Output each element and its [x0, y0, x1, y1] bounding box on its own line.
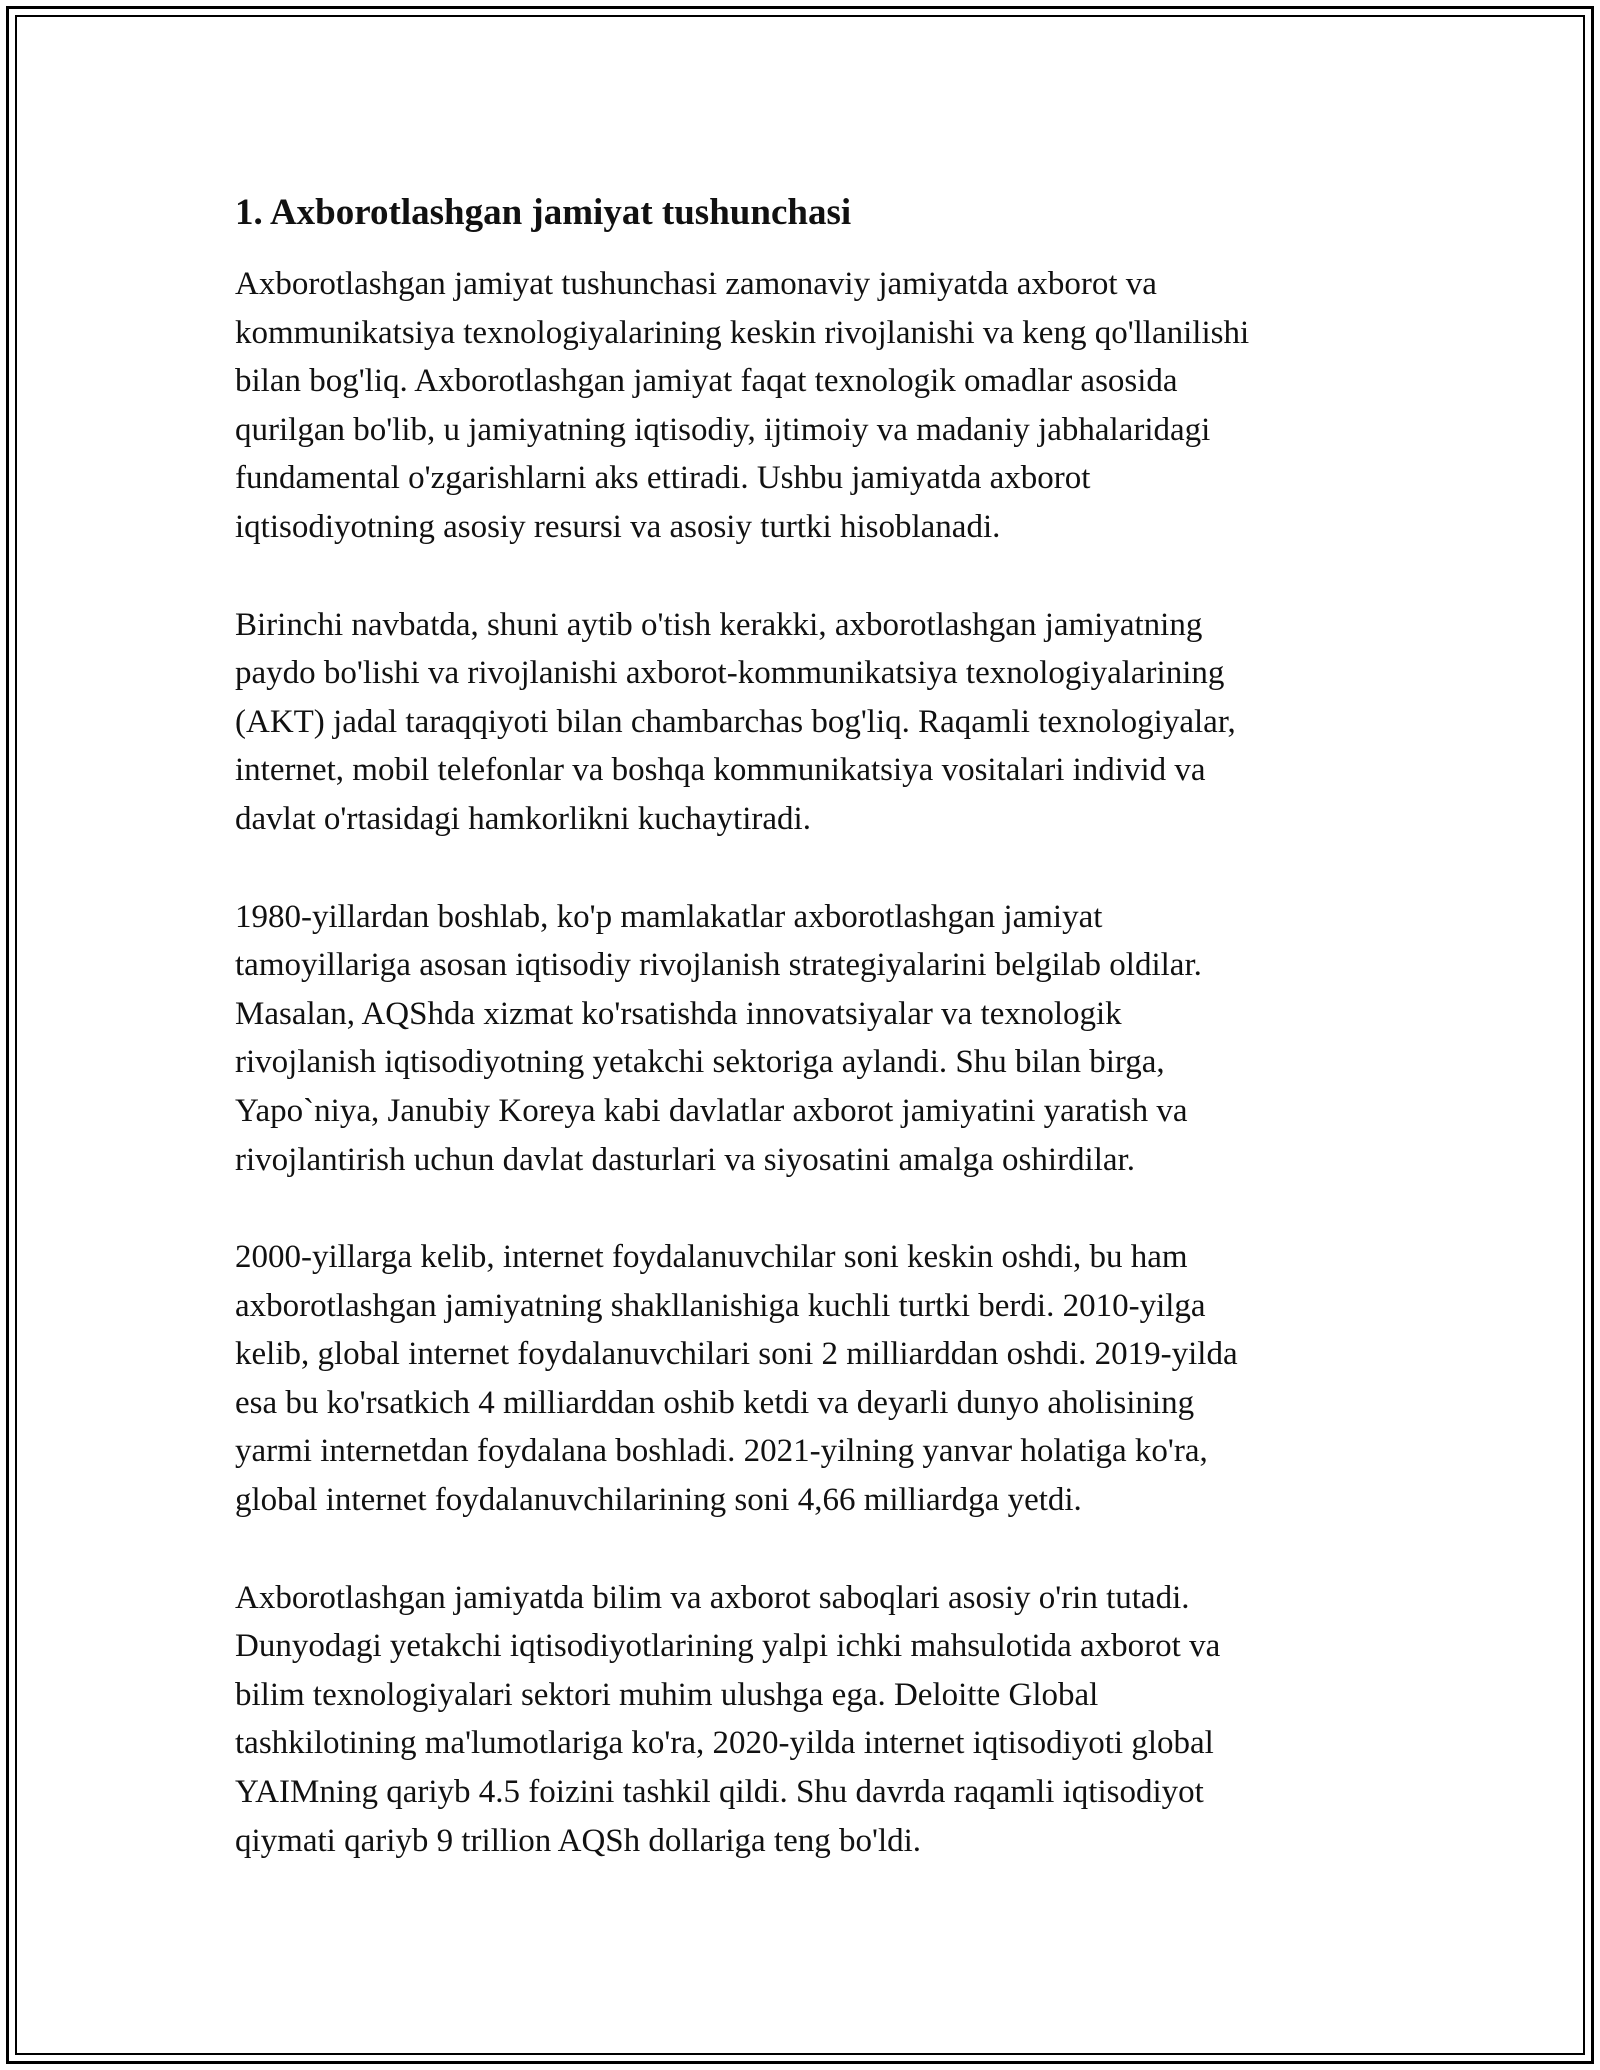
paragraph-line: kommunikatsiya texnologiyalarining keskin rivojlanishi va keng qo'llanilishi: [235, 314, 1250, 351]
paragraph-line: rivojlanish iqtisodiyotning yetakchi sektoriga aylandi. Shu bilan birga,: [235, 1044, 1165, 1081]
paragraph-line: tamoyillariga asosan iqtisodiy rivojlanish strategiyalarini belgilab oldilar.: [235, 947, 1202, 984]
paragraph-line: fundamental o'zgarishlarni aks ettiradi. Ushbu jamiyatda axborot: [235, 460, 1091, 497]
paragraph-line: rivojlantirish uchun davlat dasturlari va siyosatini amalga oshirdilar.: [235, 1141, 1135, 1178]
paragraph-line: axborotlashgan jamiyatning shakllanishiga kuchli turtki berdi. 2010-yilga: [235, 1287, 1206, 1324]
paragraph-line: iqtisodiyotning asosiy resursi va asosiy turtki hisoblanadi.: [235, 508, 1001, 545]
paragraph-line: Birinchi navbatda, shuni aytib o'tish kerakki, axborotlashgan jamiyatning: [235, 606, 1203, 643]
paragraph: [235, 601, 1375, 844]
paragraph-line: bilan bog'liq. Axborotlashgan jamiyat faqat texnologik omadlar asosida: [235, 363, 1178, 400]
paragraph-line: Axborotlashgan jamiyat tushunchasi zamonaviy jamiyatda axborot va: [235, 266, 1157, 302]
paragraph-line: yarmi internetdan foydalana boshladi. 2021-yilning yanvar holatiga ko'ra,: [235, 1433, 1208, 1470]
paragraph-line: esa bu ko'rsatkich 4 milliarddan oshib ketdi va deyarli dunyo aholisining: [235, 1384, 1195, 1421]
paragraph: [235, 893, 1375, 1185]
paragraph-line: qurilgan bo'lib, u jamiyatning iqtisodiy, ijtimoiy va madaniy jabhalaridagi: [235, 411, 1211, 448]
document-body: [235, 188, 1375, 1914]
paragraph-line: qiymati qariyb 9 trillion AQSh dollariga teng bo'ldi.: [235, 1822, 922, 1859]
paragraph-list: [235, 260, 1375, 1865]
paragraph-line: paydo bo'lishi va rivojlanishi axborot-kommunikatsiya texnologiyalarining: [235, 655, 1225, 692]
paragraph-line: Dunyodagi yetakchi iqtisodiyotlarining yalpi ichki mahsulotida axborot va: [235, 1628, 1221, 1665]
paragraph-line: Yapo`niya, Janubiy Koreya kabi davlatlar axborot jamiyatini yaratish va: [235, 1092, 1188, 1129]
paragraph-line: (AKT) jadal taraqqiyoti bilan chambarchas bog'liq. Raqamli texnologiyalar,: [235, 703, 1236, 740]
paragraph-line: tashkilotining ma'lumotlariga ko'ra, 2020-yilda internet iqtisodiyoti global: [235, 1725, 1214, 1762]
paragraph-line: davlat o'rtasidagi hamkorlikni kuchaytiradi.: [235, 800, 811, 837]
paragraph: [235, 1233, 1375, 1525]
paragraph-line: global internet foydalanuvchilarining soni 4,66 milliardga yetdi.: [235, 1482, 1082, 1519]
paragraph-line: internet, mobil telefonlar va boshqa kommunikatsiya vositalari individ va: [235, 752, 1206, 789]
paragraph-line: kelib, global internet foydalanuvchilari soni 2 milliarddan oshdi. 2019-yilda: [235, 1336, 1238, 1373]
paragraph-line: YAIMning qariyb 4.5 foizini tashkil qildi. Shu davrda raqamli iqtisodiyot: [235, 1774, 1204, 1811]
paragraph-line: Axborotlashgan jamiyatda bilim va axborot saboqlari asosiy o'rin tutadi.: [235, 1579, 1190, 1616]
paragraph-line: 2000-yillarga kelib, internet foydalanuvchilar soni keskin oshdi, bu ham: [235, 1239, 1188, 1276]
paragraph: [235, 260, 1375, 552]
paragraph: [235, 1574, 1375, 1866]
paragraph-line: 1980-yillardan boshlab, ko'p mamlakatlar axborotlashgan jamiyat: [235, 898, 1103, 935]
paragraph-line: Masalan, AQShda xizmat ko'rsatishda innovatsiyalar va texnologik: [235, 995, 1122, 1032]
paragraph-line: bilim texnologiyalari sektori muhim ulushga ega. Deloitte Global: [235, 1676, 1099, 1713]
section-heading: 1. Axborotlashgan jamiyat tushunchasi: [235, 192, 852, 233]
